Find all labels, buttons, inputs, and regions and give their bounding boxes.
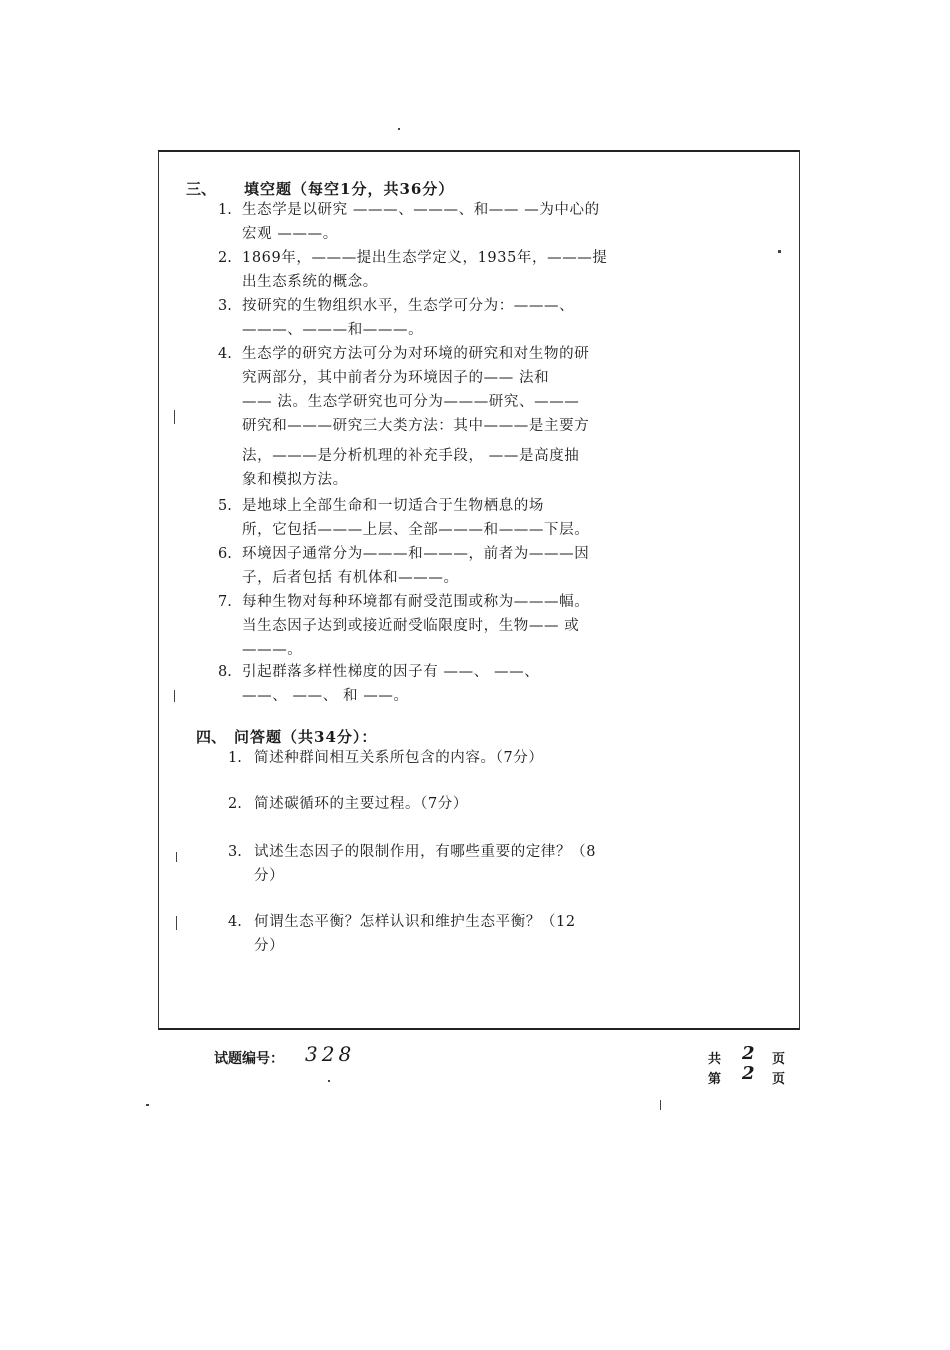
item-number: 1. bbox=[228, 750, 242, 766]
item-number: 3. bbox=[218, 298, 232, 314]
item-line: ———。 bbox=[242, 642, 303, 658]
item-line: 象和模拟方法。 bbox=[242, 472, 348, 488]
item-line: 所，它包括———上层、全部———和———下层。 bbox=[242, 522, 590, 538]
item-line: 法，———是分析机理的补充手段， ——是高度抽 bbox=[242, 448, 580, 464]
item-number: 2. bbox=[218, 250, 232, 266]
item-line: ———、———和———。 bbox=[242, 322, 424, 338]
item-line: 出生态系统的概念。 bbox=[242, 274, 378, 290]
item-line: 分） bbox=[254, 868, 285, 884]
item-line: 简述碳循环的主要过程。（7分） bbox=[254, 796, 468, 812]
item-line: 试述生态因子的限制作用，有哪些重要的定律？（8 bbox=[254, 844, 597, 860]
section4-number: 四、 bbox=[196, 728, 227, 746]
scan-speck bbox=[176, 916, 177, 930]
current-page-unit: 页 bbox=[772, 1072, 786, 1087]
item-line: 每种生物对每种环境都有耐受范围或称为———幅。 bbox=[242, 594, 590, 610]
current-page-value: 2 bbox=[742, 1063, 755, 1084]
item-line: ——、 ——、 和 ——。 bbox=[242, 688, 409, 704]
exam-code-value: 328 bbox=[305, 1042, 356, 1066]
section3-title: 填空题（每空1分，共36分） bbox=[244, 180, 455, 198]
item-number: 4. bbox=[228, 914, 242, 930]
scan-speck bbox=[660, 1100, 661, 1110]
item-line: 分） bbox=[254, 938, 285, 954]
scan-speck bbox=[146, 1104, 149, 1106]
item-number: 1. bbox=[218, 202, 232, 218]
scan-speck bbox=[176, 852, 177, 862]
item-line: 引起群落多样性梯度的因子有 ——、 ——、 bbox=[242, 664, 540, 680]
item-line: 生态学是以研究 ———、———、和—— —为中心的 bbox=[242, 202, 600, 218]
item-line: —— 法。生态学研究也可分为———研究、——— bbox=[242, 394, 580, 410]
scan-speck bbox=[328, 1080, 330, 1082]
scan-speck bbox=[778, 250, 781, 253]
item-number: 7. bbox=[218, 594, 232, 610]
total-pages-unit: 页 bbox=[772, 1052, 786, 1067]
item-number: 8. bbox=[218, 664, 232, 680]
item-number: 4. bbox=[218, 346, 232, 362]
item-line: 生态学的研究方法可分为对环境的研究和对生物的研 bbox=[242, 346, 590, 362]
item-line: 当生态因子达到或接近耐受临限度时，生物—— 或 bbox=[242, 618, 580, 634]
exam-code-label: 试题编号： bbox=[214, 1051, 284, 1067]
item-line: 研究和———研究三大类方法：其中———是主要方 bbox=[242, 418, 590, 434]
item-line: 按研究的生物组织水平，生态学可分为：———、 bbox=[242, 298, 575, 314]
item-line: 何谓生态平衡？怎样认识和维护生态平衡？（12 bbox=[254, 914, 576, 930]
item-line: 环境因子通常分为———和———，前者为———因 bbox=[242, 546, 590, 562]
item-line: 是地球上全部生命和一切适合于生物栖息的场 bbox=[242, 498, 544, 514]
item-line: 简述种群间相互关系所包含的内容。（7分） bbox=[254, 750, 544, 766]
item-number: 5. bbox=[218, 498, 232, 514]
section3-number: 三、 bbox=[186, 180, 217, 198]
total-pages-value: 2 bbox=[742, 1043, 755, 1064]
scan-speck bbox=[398, 128, 400, 130]
item-number: 3. bbox=[228, 844, 242, 860]
scan-speck bbox=[174, 690, 175, 702]
item-line: 子，后者包括 有机体和———。 bbox=[242, 570, 459, 586]
scan-speck bbox=[174, 410, 175, 424]
item-number: 6. bbox=[218, 546, 232, 562]
item-line: 宏观 ———。 bbox=[242, 226, 338, 242]
item-line: 究两部分，其中前者分为环境因子的—— 法和 bbox=[242, 370, 550, 386]
section4-title: 问答题（共34分）： bbox=[234, 728, 378, 746]
item-line: 1869年，———提出生态学定义，1935年，———提 bbox=[242, 250, 608, 266]
total-pages-label: 共 bbox=[708, 1052, 722, 1067]
current-page-label: 第 bbox=[708, 1072, 722, 1087]
item-number: 2. bbox=[228, 796, 242, 812]
